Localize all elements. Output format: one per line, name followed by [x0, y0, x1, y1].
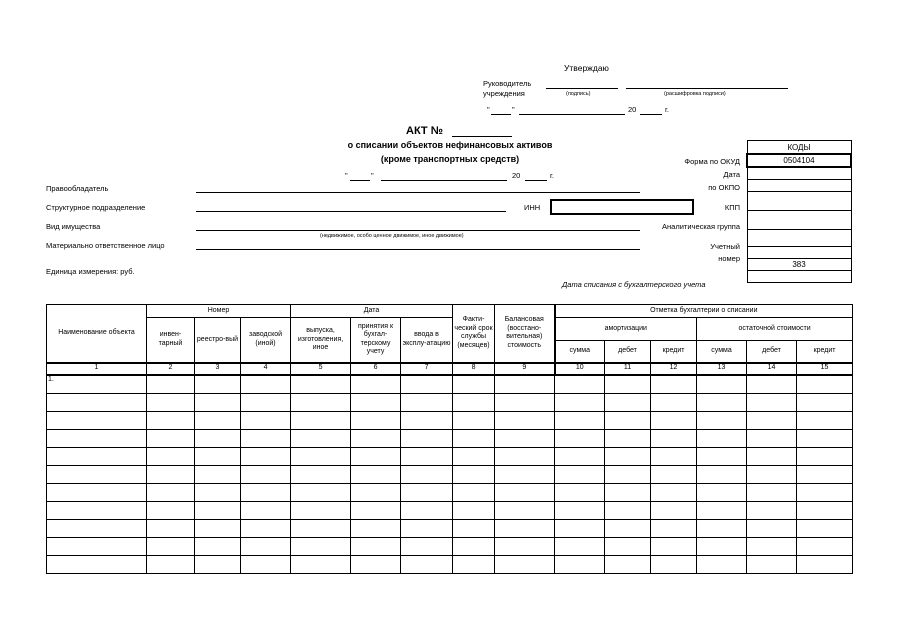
- table-cell[interactable]: [47, 393, 147, 411]
- table-cell[interactable]: [697, 411, 747, 429]
- table-cell[interactable]: [195, 501, 241, 519]
- approval-year-prefix: 20: [628, 105, 637, 114]
- table-row: [47, 375, 853, 394]
- table-cell[interactable]: [747, 501, 797, 519]
- codes-header: КОДЫ: [747, 141, 851, 155]
- table-cell[interactable]: [797, 537, 853, 555]
- act-number-line[interactable]: [452, 136, 512, 137]
- table-cell[interactable]: [797, 501, 853, 519]
- col-factory-header: заводской (иной): [241, 318, 291, 363]
- table-cell[interactable]: [291, 393, 351, 411]
- table-cell[interactable]: [747, 375, 797, 394]
- table-cell[interactable]: [351, 501, 401, 519]
- form-okud-value[interactable]: 0504104: [747, 154, 851, 167]
- table-cell[interactable]: [241, 501, 291, 519]
- account-number-field-2[interactable]: [747, 247, 851, 259]
- table-cell[interactable]: [747, 465, 797, 483]
- table-cell[interactable]: [797, 429, 853, 447]
- table-cell[interactable]: [651, 429, 697, 447]
- col-number: 12: [651, 363, 697, 375]
- table-cell[interactable]: [291, 429, 351, 447]
- table-cell[interactable]: [401, 501, 453, 519]
- responsible-label: Материально ответственное лицо: [46, 241, 165, 250]
- table-cell[interactable]: [453, 429, 495, 447]
- table-cell[interactable]: [147, 555, 195, 573]
- table-cell[interactable]: [351, 483, 401, 501]
- table-cell[interactable]: [453, 375, 495, 394]
- table-cell[interactable]: [351, 519, 401, 537]
- date-group-header: Дата: [291, 305, 453, 318]
- table-cell[interactable]: [495, 375, 555, 394]
- table-cell[interactable]: [47, 465, 147, 483]
- table-cell[interactable]: [47, 447, 147, 465]
- approval-date-quote-close: ": [512, 105, 515, 114]
- table-cell[interactable]: [241, 393, 291, 411]
- unit-code-value: 383: [747, 259, 851, 271]
- table-cell[interactable]: [241, 375, 291, 394]
- table-cell[interactable]: [495, 555, 555, 573]
- table-cell[interactable]: [495, 447, 555, 465]
- account-number-label-2: номер: [718, 254, 740, 263]
- table-cell[interactable]: [605, 393, 651, 411]
- table-cell[interactable]: [291, 519, 351, 537]
- owner-line[interactable]: [196, 192, 640, 193]
- table-cell[interactable]: [555, 429, 605, 447]
- table-cell[interactable]: [555, 519, 605, 537]
- table-cell[interactable]: [697, 393, 747, 411]
- act-year-prefix: 20: [512, 171, 521, 180]
- table-cell[interactable]: [401, 519, 453, 537]
- inn-label: ИНН: [524, 203, 541, 212]
- table-cell[interactable]: [401, 465, 453, 483]
- division-label: Структурное подразделение: [46, 203, 146, 212]
- table-cell[interactable]: [147, 537, 195, 555]
- table-cell[interactable]: [453, 393, 495, 411]
- table-cell[interactable]: [195, 429, 241, 447]
- approval-day-line[interactable]: [491, 114, 511, 115]
- table-cell[interactable]: [555, 537, 605, 555]
- decode-caption: (расшифровка подписи): [664, 91, 726, 97]
- table-cell[interactable]: [555, 393, 605, 411]
- table-cell[interactable]: [797, 519, 853, 537]
- table-cell[interactable]: [401, 393, 453, 411]
- table-cell[interactable]: [291, 465, 351, 483]
- table-cell[interactable]: [555, 447, 605, 465]
- date-code-label: Дата: [723, 170, 740, 179]
- col-amort-sum: сумма: [555, 341, 605, 363]
- table-cell[interactable]: [605, 555, 651, 573]
- table-cell[interactable]: [147, 447, 195, 465]
- col-residual-debit: дебет: [747, 341, 797, 363]
- table-cell[interactable]: [605, 411, 651, 429]
- table-cell[interactable]: [401, 555, 453, 573]
- col-number: 10: [555, 363, 605, 375]
- table-cell[interactable]: 1.: [47, 375, 147, 394]
- col-balance-header: Балансовая (восстано-вительная) стоимость: [495, 305, 555, 363]
- col-release-header: выпуска, изготовления, иное: [291, 318, 351, 363]
- table-cell[interactable]: [147, 483, 195, 501]
- table-cell[interactable]: [555, 501, 605, 519]
- form-okud-label: Форма по ОКУД: [684, 157, 740, 166]
- act-year-suffix: г.: [550, 171, 554, 180]
- table-cell[interactable]: [747, 537, 797, 555]
- table-cell[interactable]: [697, 537, 747, 555]
- table-cell[interactable]: [605, 483, 651, 501]
- table-row: [47, 537, 853, 555]
- approval-head-label-2: учреждения: [483, 89, 525, 98]
- table-cell[interactable]: [697, 519, 747, 537]
- table-cell[interactable]: [605, 429, 651, 447]
- table-cell[interactable]: [605, 501, 651, 519]
- division-line[interactable]: [196, 211, 506, 212]
- col-number: 11: [605, 363, 651, 375]
- table-cell[interactable]: [401, 447, 453, 465]
- residual-group-header: остаточной стоимости: [697, 318, 853, 341]
- table-cell[interactable]: [401, 429, 453, 447]
- table-cell[interactable]: [747, 429, 797, 447]
- table-cell[interactable]: [555, 375, 605, 394]
- table-cell[interactable]: [651, 393, 697, 411]
- table-cell[interactable]: [605, 465, 651, 483]
- approval-head-label: Руководитель: [483, 79, 532, 88]
- table-cell[interactable]: [453, 555, 495, 573]
- table-row: [47, 393, 853, 411]
- table-cell[interactable]: [401, 483, 453, 501]
- table-cell[interactable]: [747, 519, 797, 537]
- table-cell[interactable]: [697, 465, 747, 483]
- table-cell[interactable]: [195, 393, 241, 411]
- account-number-label: Учетный: [710, 242, 740, 251]
- table-cell[interactable]: [47, 537, 147, 555]
- table-cell[interactable]: [453, 537, 495, 555]
- account-number-field[interactable]: [747, 230, 851, 247]
- table-cell[interactable]: [697, 483, 747, 501]
- col-number: 6: [351, 363, 401, 375]
- table-cell[interactable]: [697, 447, 747, 465]
- table-row: [47, 555, 853, 573]
- col-amort-credit: кредит: [651, 341, 697, 363]
- col-number: 15: [797, 363, 853, 375]
- table-cell[interactable]: [495, 411, 555, 429]
- table-cell[interactable]: [495, 465, 555, 483]
- col-residual-credit: кредит: [797, 341, 853, 363]
- sign-caption: (подпись): [566, 91, 591, 97]
- table-cell[interactable]: [555, 483, 605, 501]
- table-cell[interactable]: [47, 483, 147, 501]
- kpp-label: КПП: [724, 203, 740, 212]
- col-acceptance-header: принятия к бухгал-терскому учету: [351, 318, 401, 363]
- table-cell[interactable]: [241, 411, 291, 429]
- analytic-group-field[interactable]: [747, 211, 851, 230]
- head-signature-line[interactable]: [546, 88, 618, 89]
- col-number: 5: [291, 363, 351, 375]
- table-cell[interactable]: [401, 411, 453, 429]
- table-cell[interactable]: [47, 411, 147, 429]
- table-cell[interactable]: [651, 483, 697, 501]
- table-cell[interactable]: [797, 375, 853, 394]
- table-cell[interactable]: [495, 501, 555, 519]
- table-cell[interactable]: [453, 465, 495, 483]
- table-cell[interactable]: [351, 429, 401, 447]
- table-cell[interactable]: [651, 411, 697, 429]
- approval-year-line[interactable]: [640, 114, 662, 115]
- accounting-group-header: Отметка бухгалтерии о списании: [555, 305, 853, 318]
- approval-date-quote-open: ": [487, 105, 490, 114]
- property-type-label: Вид имущества: [46, 222, 101, 231]
- table-cell[interactable]: [241, 429, 291, 447]
- col-number: 8: [453, 363, 495, 375]
- table-cell[interactable]: [47, 429, 147, 447]
- table-cell[interactable]: [797, 465, 853, 483]
- table-cell[interactable]: [401, 537, 453, 555]
- table-cell[interactable]: [147, 519, 195, 537]
- table-cell[interactable]: [651, 501, 697, 519]
- table-cell[interactable]: [351, 465, 401, 483]
- table-row: [47, 519, 853, 537]
- table-cell[interactable]: [195, 537, 241, 555]
- table-cell[interactable]: [241, 447, 291, 465]
- table-cell[interactable]: [555, 411, 605, 429]
- table-cell[interactable]: [241, 537, 291, 555]
- act-date-quote-open: ": [345, 171, 348, 180]
- table-cell[interactable]: [195, 465, 241, 483]
- table-cell[interactable]: [195, 483, 241, 501]
- table-cell[interactable]: [651, 465, 697, 483]
- table-cell[interactable]: [195, 375, 241, 394]
- table-row: [47, 429, 853, 447]
- table-cell[interactable]: [291, 555, 351, 573]
- table-cell[interactable]: [697, 375, 747, 394]
- act-subtitle: о списании объектов нефинансовых активов: [347, 140, 553, 150]
- table-cell[interactable]: [241, 465, 291, 483]
- table-cell[interactable]: [797, 555, 853, 573]
- table-cell[interactable]: [291, 501, 351, 519]
- table-cell[interactable]: [147, 375, 195, 394]
- table-cell[interactable]: [195, 447, 241, 465]
- table-cell[interactable]: [747, 411, 797, 429]
- table-cell[interactable]: [47, 519, 147, 537]
- col-residual-sum: сумма: [697, 341, 747, 363]
- table-cell[interactable]: [747, 393, 797, 411]
- table-row: [47, 465, 853, 483]
- writeoff-date-label: Дата списания с бухгалтерского учета: [562, 280, 706, 289]
- table-cell[interactable]: [495, 483, 555, 501]
- table-cell[interactable]: [555, 465, 605, 483]
- approval-month-line[interactable]: [519, 114, 625, 115]
- table-cell[interactable]: [605, 519, 651, 537]
- table-cell[interactable]: [351, 393, 401, 411]
- head-decode-line[interactable]: [626, 88, 788, 89]
- table-cell[interactable]: [747, 483, 797, 501]
- table-cell[interactable]: [291, 411, 351, 429]
- table-row: [47, 501, 853, 519]
- col-commission-header: ввода в эксплу-атацию: [401, 318, 453, 363]
- col-registry-header: реестро-вый: [195, 318, 241, 363]
- table-cell[interactable]: [351, 411, 401, 429]
- table-cell[interactable]: [555, 555, 605, 573]
- table-cell[interactable]: [291, 483, 351, 501]
- writeoff-date-field[interactable]: [747, 271, 851, 283]
- col-number: 3: [195, 363, 241, 375]
- kpp-code-field[interactable]: [747, 192, 851, 211]
- table-cell[interactable]: [651, 447, 697, 465]
- table-cell[interactable]: [605, 375, 651, 394]
- col-amort-debit: дебет: [605, 341, 651, 363]
- table-cell[interactable]: [651, 555, 697, 573]
- act-month-line[interactable]: [381, 180, 507, 181]
- table-cell[interactable]: [697, 429, 747, 447]
- act-day-line[interactable]: [350, 180, 370, 181]
- col-number: 4: [241, 363, 291, 375]
- table-cell[interactable]: [797, 411, 853, 429]
- approval-title: Утверждаю: [564, 63, 609, 73]
- table-cell[interactable]: [147, 393, 195, 411]
- table-cell[interactable]: [291, 537, 351, 555]
- table-cell[interactable]: [195, 519, 241, 537]
- owner-label: Правообладатель: [46, 184, 109, 193]
- date-code-field[interactable]: [747, 167, 851, 180]
- table-cell[interactable]: [195, 411, 241, 429]
- table-cell[interactable]: [351, 447, 401, 465]
- col-number: 9: [495, 363, 555, 375]
- analytic-group-label: Аналитическая группа: [662, 222, 740, 231]
- number-group-header: Номер: [147, 305, 291, 318]
- table-cell[interactable]: [605, 537, 651, 555]
- table-cell[interactable]: [241, 555, 291, 573]
- approval-year-suffix: г.: [665, 105, 669, 114]
- table-cell[interactable]: [697, 501, 747, 519]
- table-cell[interactable]: [453, 411, 495, 429]
- table-cell[interactable]: [797, 393, 853, 411]
- col-number: 1: [47, 363, 147, 375]
- codes-table: [746, 140, 852, 283]
- table-cell[interactable]: [351, 555, 401, 573]
- table-cell[interactable]: [47, 555, 147, 573]
- col-number: 7: [401, 363, 453, 375]
- okpo-label: по ОКПО: [708, 183, 740, 192]
- table-cell[interactable]: [495, 519, 555, 537]
- col-number: 14: [747, 363, 797, 375]
- table-cell[interactable]: [195, 555, 241, 573]
- table-row: [47, 411, 853, 429]
- table-cell[interactable]: [797, 483, 853, 501]
- okpo-code-field[interactable]: [747, 180, 851, 192]
- col-inventory-header: инвен-тарный: [147, 318, 195, 363]
- table-cell[interactable]: [605, 447, 651, 465]
- table-cell[interactable]: [495, 537, 555, 555]
- act-subtitle-2: (кроме транспортных средств): [380, 154, 520, 164]
- table-cell[interactable]: [291, 375, 351, 394]
- table-row: [47, 447, 853, 465]
- table-row: [47, 483, 853, 501]
- table-cell[interactable]: [291, 447, 351, 465]
- table-cell[interactable]: [401, 375, 453, 394]
- act-title: АКТ №: [406, 125, 443, 137]
- unit-label: Единица измерения: руб.: [46, 267, 135, 276]
- table-cell[interactable]: [241, 519, 291, 537]
- responsible-line[interactable]: [196, 249, 640, 250]
- table-cell[interactable]: [241, 483, 291, 501]
- table-cell[interactable]: [453, 483, 495, 501]
- table-cell[interactable]: [747, 447, 797, 465]
- table-cell[interactable]: [651, 519, 697, 537]
- table-cell[interactable]: [147, 429, 195, 447]
- table-cell[interactable]: [351, 537, 401, 555]
- assets-table: [46, 304, 853, 574]
- table-cell[interactable]: [651, 375, 697, 394]
- table-cell[interactable]: [495, 429, 555, 447]
- amort-group-header: амортизации: [555, 318, 697, 341]
- table-cell[interactable]: [147, 411, 195, 429]
- col-term-header: Факти-ческий срок службы (месяцев): [453, 305, 495, 363]
- table-cell[interactable]: [453, 447, 495, 465]
- table-cell[interactable]: [747, 555, 797, 573]
- property-type-caption: (недвижимое, особо ценное движимое, иное движимое): [320, 233, 464, 239]
- table-cell[interactable]: [495, 393, 555, 411]
- table-cell[interactable]: [147, 501, 195, 519]
- table-cell[interactable]: [453, 519, 495, 537]
- col-number: 13: [697, 363, 747, 375]
- table-cell[interactable]: [697, 555, 747, 573]
- table-cell[interactable]: [351, 375, 401, 394]
- table-cell[interactable]: [47, 501, 147, 519]
- table-cell[interactable]: [453, 501, 495, 519]
- table-cell[interactable]: [797, 447, 853, 465]
- table-cell[interactable]: [651, 537, 697, 555]
- property-type-line[interactable]: [196, 230, 640, 231]
- act-year-line[interactable]: [525, 180, 547, 181]
- table-cell[interactable]: [147, 465, 195, 483]
- col-number: 2: [147, 363, 195, 375]
- col-name-header: Наименование объекта: [47, 305, 147, 363]
- table-body: [47, 375, 853, 574]
- act-date-quote-close: ": [371, 171, 374, 180]
